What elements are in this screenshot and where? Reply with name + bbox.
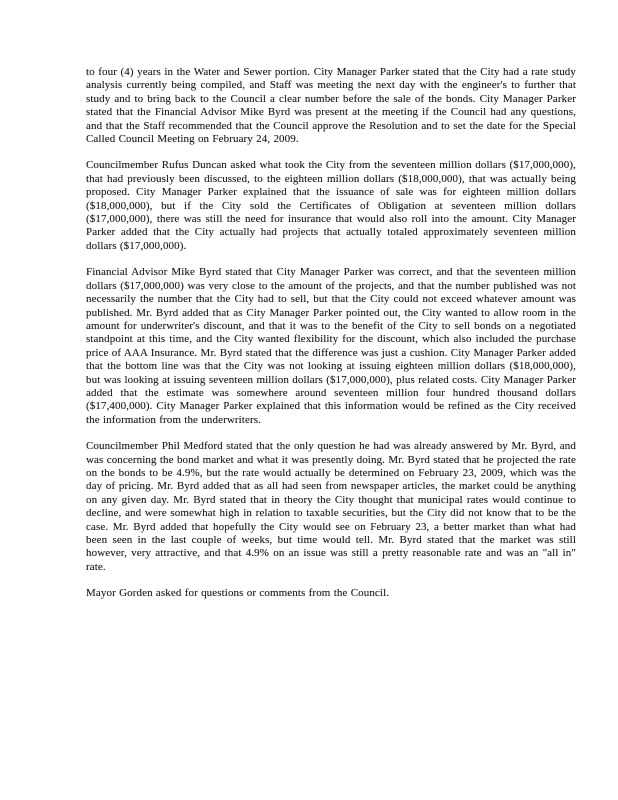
paragraph-mayor-closing: Mayor Gorden asked for questions or comments from the Council. — [86, 587, 390, 600]
minutes-text-block — [86, 66, 576, 601]
paragraph-duncan-question: Councilmember Rufus Duncan asked what took the City from the seventeen million dollars ($17,000,000), that had previously been discussed, to the eighteen million dollars ($18,000,000), that was actually being proposed. City Manager Parker explained that the issuance of sale was for eighteen million dollars ($18,000,000), but if the City sold the Certificates of Obligation at seventeen million dollars ($17,000,000), there was still the need for insurance that would also roll into the amount. City Manager Parker added that the City actually had projects that actually totaled approximately seventeen million dollars ($17,000,000). — [86, 159, 576, 252]
paragraph-medford-question: Councilmember Phil Medford stated that the only question he had was already answered by Mr. Byrd, and was concerning the bond market and what it was presently doing. Mr. Byrd stated that he projected the rate on the bonds to be 4.9%, but the rate would actually be determined on February 23, 2009, which was the day of pricing. Mr. Byrd added that as all had seen from newspaper articles, the market could be anything on any given day. Mr. Byrd stated that in theory the City thought that municipal rates would continue to decline, and were somewhat high in relation to taxable securities, but the City did not know that to be the case. Mr. Byrd added that hopefully the City would see on February 23, a better market than what had been seen in the last couple of weeks, but time would tell. Mr. Byrd stated that the market was still however, very attractive, and that 4.9% on an issue was still a pretty reasonable rate and was an "all in" rate. — [86, 440, 576, 573]
paragraph-bond-sale-overview: to four (4) years in the Water and Sewer portion. City Manager Parker stated that the City had a rate study analysis currently being compiled, and Staff was meeting the next day with the engineer's to further that study and to bring back to the Council a clear number before the sale of the bonds. City Manager Parker stated that the Financial Advisor Mike Byrd was present at the meeting if the Council had any questions, and that the Staff recommended that the Council approve the Resolution and to set the date for the Special Called Council Meeting on February 24, 2009. — [86, 66, 576, 146]
paragraph-byrd-explanation: Financial Advisor Mike Byrd stated that City Manager Parker was correct, and that the seventeen million dollars ($17,000,000) was very close to the amount of the projects, and that the number published was not necessarily the number that the City had to sell, but that the City could not exceed whatever amount was published. Mr. Byrd added that as City Manager Parker pointed out, the City wanted to allow room in the amount for underwriter's discount, and that it was to the benefit of the City to sell bonds on a negotiated standpoint at this time, and the City wanted flexibility for the discount, which also included the purchase price of AAA Insurance. Mr. Byrd stated that the difference was just a cushion. City Manager Parker added that the bottom line was that the City was not looking at issuing eighteen million dollars ($18,000,000), but was looking at issuing seventeen million dollars ($17,000,000), plus related costs. City Manager Parker added that the estimate was somewhere around seventeen million four hundred thousand dollars ($17,400,000). City Manager Parker explained that this information would be refined as the City received the information from the underwriters. — [86, 266, 576, 426]
